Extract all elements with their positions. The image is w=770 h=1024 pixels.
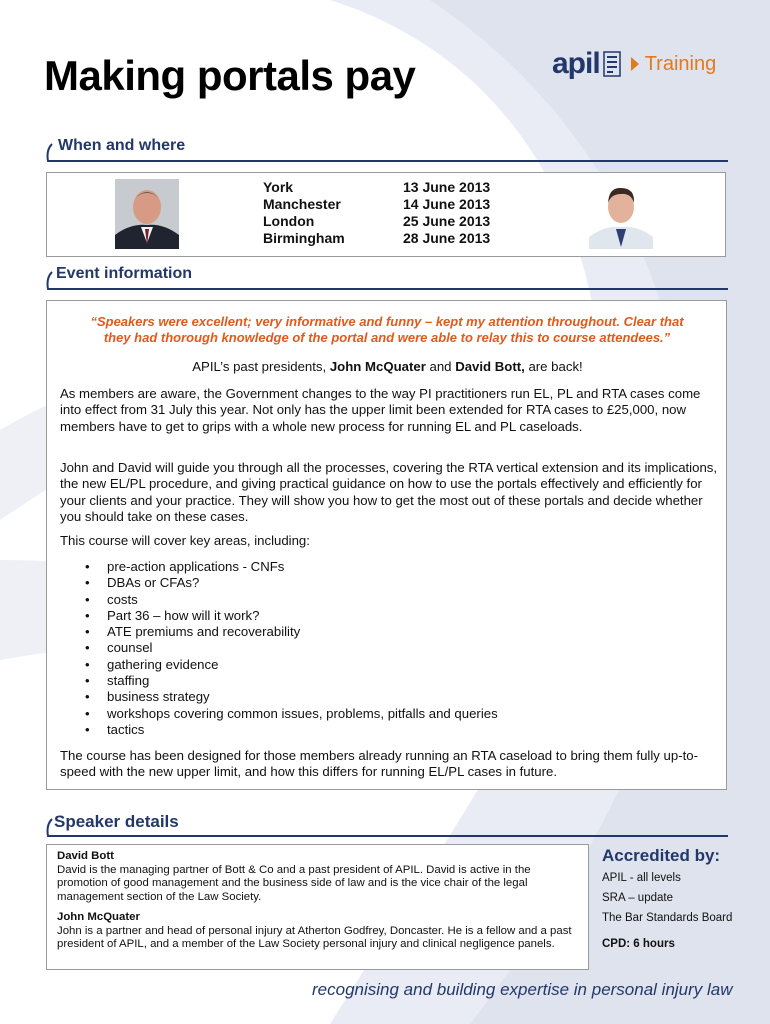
event-info-box [46,300,727,790]
list-item: • workshops covering common issues, problems, pitfalls and queries [85,705,498,721]
logo-apil-text: apil [552,47,600,80]
venue-row [263,213,490,230]
venue-list [263,179,490,247]
venue-city: Birmingham [263,230,345,246]
when-where-box [46,172,726,257]
list-item: • DBAs or CFAs? [85,575,200,591]
speaker-entry [57,850,577,904]
venue-city: London [263,213,315,229]
intro-text: are back! [524,359,583,374]
accreditation-line: APIL - all levels [602,872,681,884]
venue-date: 13 June 2013 [403,179,491,195]
apil-training-logo [552,44,742,84]
list-item: • tactics [85,721,145,737]
logo-arrow-icon [631,57,639,71]
list-item: • Part 36 – how will it work? [85,607,260,623]
venue-row [263,196,490,213]
paragraph-summary: The course has been designed for those members already running an RTA caseload to bring them fully up-to-speed with the new upper limit, and how this differs for running EL/PL cases in future. [60,748,699,780]
list-item: • pre-action applications - CNFs [85,559,285,574]
footer-tagline: recognising and building expertise in personal injury law [312,980,733,999]
speaker-bio: John is a partner and head of personal injury at Atherton Godfrey, Doncaster. He is a fellow and a past president of APIL, and a member of the Law Society personal injury and clinical negligence panels. [57,924,572,951]
logo-training-text: Training [644,52,717,75]
quote-line: they had thorough knowledge of the portal and were able to relay this to course attendees.” [103,330,671,346]
key-areas-list [85,559,498,738]
intro-text: and [425,359,456,374]
speaker-details-heading: Speaker details [54,812,179,831]
when-where-rule [44,140,728,164]
event-info-rule [44,268,728,292]
event-info-heading: Event information [56,265,193,282]
accreditation-line: SRA – update [602,892,673,904]
paragraph-guidance: John and David will guide you through all the processes, covering the RTA vertical extension and its implications, the new EL/PL procedure, and giving practical guidance on how to use the portals effectively and efficiently for your clients and your practice. They will show you how to get the most out of these portals and decide whether you should take on these cases. [60,460,718,524]
cpd-hours: CPD: 6 hours [602,938,675,950]
accreditation-line: The Bar Standards Board [602,912,733,924]
paragraph-changes: As members are aware, the Government changes to the way PI practitioners run EL, PL and RTA cases come into effect from 31 July this year. Not only has the upper limit been extended for RTA cases to £25,000, now members have to get to grips with a whole new process for running EL and PL caseloads. [60,386,701,434]
venue-city: Manchester [263,196,341,212]
accreditation-panel [602,846,742,950]
list-item: • costs [85,591,138,607]
john-mcquater-photo [589,179,653,249]
speaker-name: John McQuater [57,911,140,923]
list-item: • gathering evidence [85,656,219,672]
venue-date: 25 June 2013 [403,213,491,229]
list-item: • ATE premiums and recoverability [85,624,301,640]
quote-line: “Speakers were excellent; very informative and funny – kept my attention throughout. Clear that [90,314,684,329]
paragraph-key-areas: This course will cover key areas, including: [60,533,310,548]
list-item: • staffing [85,673,150,689]
speaker-entry [57,911,577,952]
venue-city: York [263,179,294,195]
speaker-details-rule [44,815,728,839]
testimonial-quote [55,314,719,347]
speaker-name: David Bott [57,850,114,862]
venue-date: 28 June 2013 [403,230,491,246]
speaker-bio: David is the managing partner of Bott & Co and a past president of APIL. David is active in the promotion of good management and the business side of law and is the vice chair of the legal management section of the Law Society. [57,863,531,903]
page-title: Making portals pay [44,52,416,99]
apil-mark-icon [603,51,621,77]
list-item: • counsel [85,640,153,656]
intro-name: John McQuater [329,359,426,374]
intro-line [47,359,728,375]
list-item: • business strategy [85,689,210,705]
accredited-title: Accredited by: [602,846,721,865]
venue-row [263,179,490,196]
david-bott-photo [115,179,179,249]
intro-text: APIL’s past presidents, [192,359,330,374]
when-where-heading: When and where [58,137,186,154]
speaker-details-box [46,844,589,970]
venue-row [263,230,490,247]
venue-date: 14 June 2013 [403,196,491,212]
intro-name: David Bott, [455,359,525,374]
